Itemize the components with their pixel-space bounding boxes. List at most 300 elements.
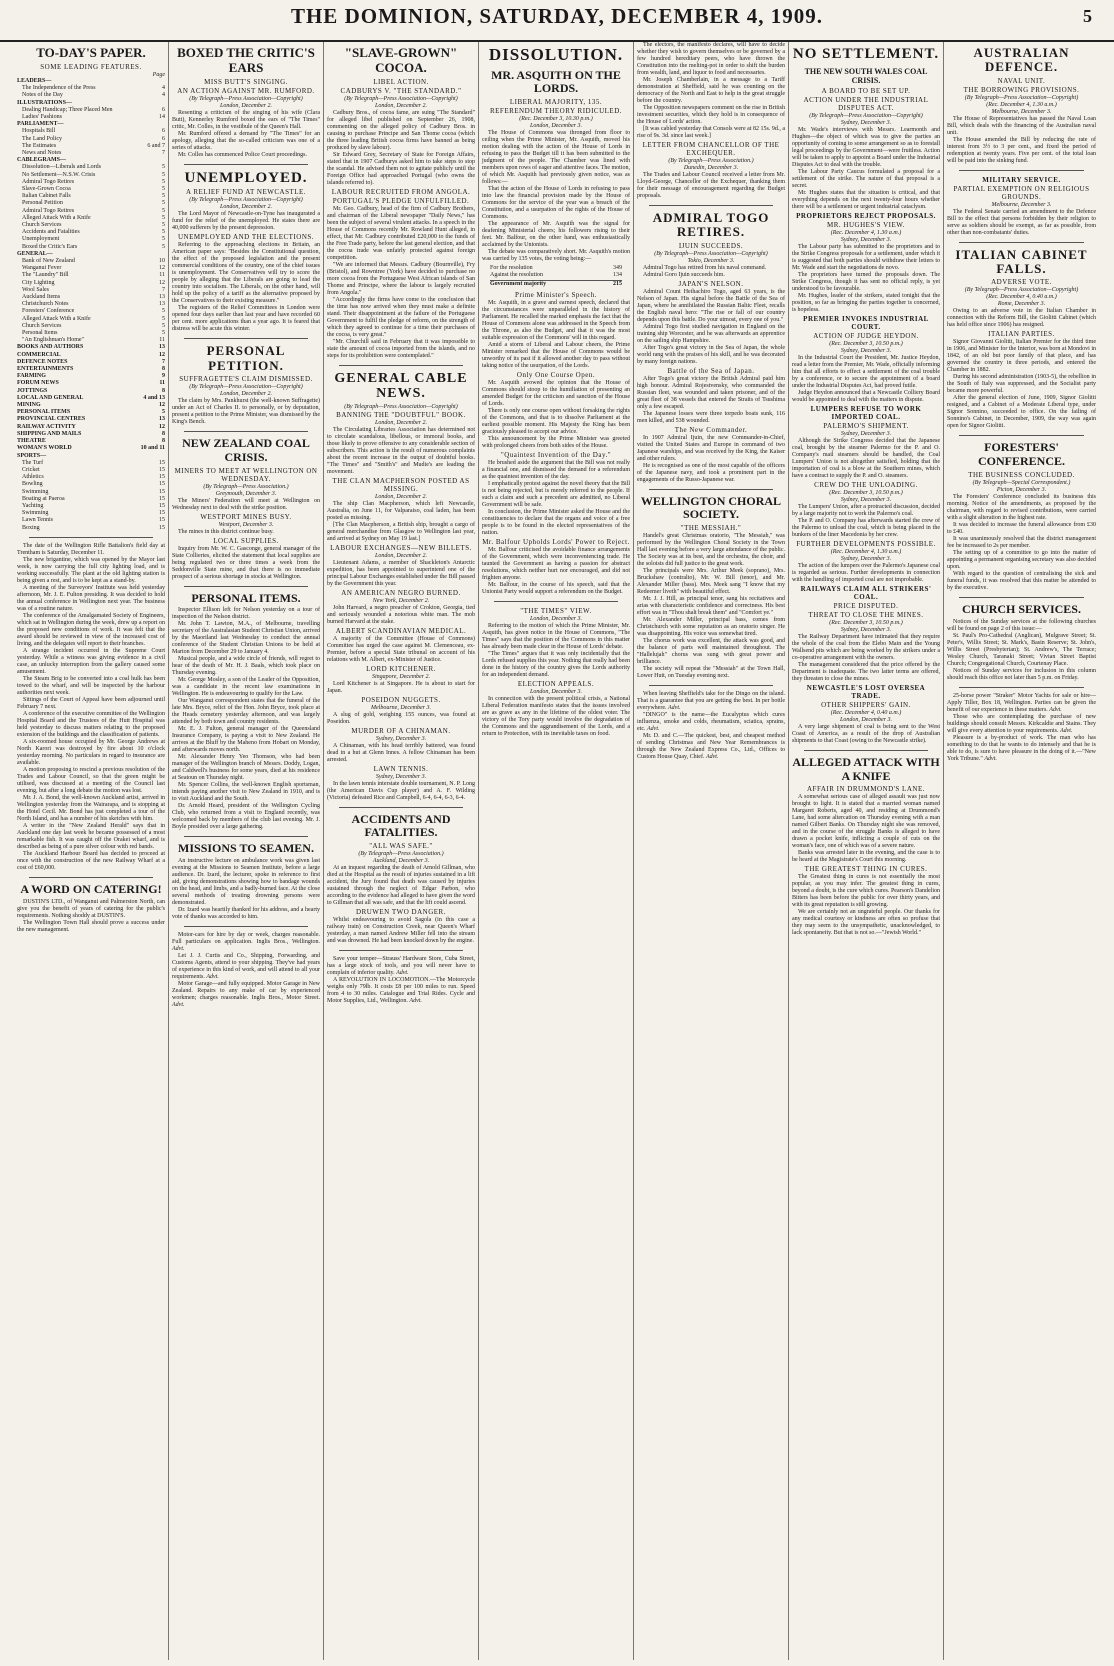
paragraph: The Trades and Labour Council received a letter from Mr. Lloyd-George, Chancellor of the Exchequer, thanking them for their message of encouragement regarding the Budget proposals. xyxy=(637,172,785,199)
paragraph: "Mr. Churchill said in February that it was impossible to state the amount of cocoa imported from the islands, and no steps for its prohibition were contemplated." xyxy=(327,338,475,359)
article-subheading: NEWCASTLE'S LOST OVERSEA TRADE. xyxy=(806,683,926,700)
advertisements xyxy=(947,693,1096,763)
paragraph: An instructive lecture on ambulance work was given last evening at the Missions to Seamen Institute, before a large audience. Dr. Izard, the lecturer, spoke in reference to first aid, giving demonstrations showing how to bandage wounds on the head, and limbs, and a badly-burned face. At the close several methods of treating drowning persons were demonstrated. xyxy=(172,858,320,907)
toc-entry-label: Foresters' Conference xyxy=(22,308,75,315)
toc-entry-label: ENTERTAINMENTS xyxy=(17,366,74,373)
paragraph: In the lawn tennis interstate double tournament, N. P. Long (the American Davis Cup player) and A. F. Wilding (Victoria) defeated Rice and Campbell, 6-4, 6-4, 6-3, 6-4. xyxy=(327,780,475,801)
toc-entry-label: Athletics xyxy=(22,474,44,481)
toc-entry xyxy=(17,344,165,351)
dateline: Sydney, December 3. xyxy=(840,555,892,562)
article-headline: UNEMPLOYED. xyxy=(184,169,308,186)
article-headline: MISSIONS TO SEAMEN. xyxy=(178,841,314,856)
toc-entry-label: Yachting xyxy=(22,502,44,509)
divider xyxy=(959,687,1084,688)
divider xyxy=(339,807,463,808)
paragraph: Handel's great Christmas oratorio, "The Messiah," was performed by the Wellington Choral Society in the Town Hall last evening before a very large attendance of the public. The Society was at its best, and the orchestra, the choir, and the soloists did full justice to the great work. xyxy=(637,533,785,568)
toc-entry-page: 5 xyxy=(162,200,165,207)
toc-entry-label: Boxed the Critic's Ears xyxy=(22,243,78,250)
source-line: (Rec. December 3, 10.50 p.m.) xyxy=(829,619,903,626)
article-body xyxy=(792,127,940,211)
advertisement-tag: Advt. xyxy=(1059,727,1073,734)
article-subheading: THE BUSINESS CONCLUDED. xyxy=(968,470,1075,479)
article-subheading: DRUWEN TWO DANGER. xyxy=(356,908,446,917)
paragraph: He is recognised as one of the most capable of the officers of the Japanese navy, and took a prominent part in the engagements of the Russo-Japanese war. xyxy=(637,462,785,483)
article-subheading: PALERMO'S SHIPMENT. xyxy=(823,421,909,430)
advertisement xyxy=(947,735,1096,763)
toc-entry-label: Ladies' Fashions xyxy=(22,113,62,120)
paragraph: After Togo's great victory the British Admiral paid him high honour. Admiral Rojestvensky, who commanded the Russian fleet, was wounded and taken prisoner, and of the great fleet of 38 vessels that entered the Straits of Tsushima only a few escaped. xyxy=(637,375,785,410)
dateline: Sydney, December 3. xyxy=(375,735,427,742)
vote-row xyxy=(490,272,622,279)
article-subheading: MURDER OF A CHINAMAN. xyxy=(351,726,451,735)
toc-entry-page: 15 xyxy=(159,466,165,473)
toc-entry-page: 7 xyxy=(162,358,165,365)
toc-entry xyxy=(17,503,165,510)
toc-entry-label: The "Laundry" Bill xyxy=(22,272,69,279)
paragraph: Lieutenant Adams, a member of Shackleton's Antarctic expedition, has been appointed to superintend one of the principal Labour Exchanges established under the Bill passed by the Government this year. xyxy=(327,559,475,587)
paragraph: Sir Edward Grey, Secretary of State for Foreign Affairs, stated that in 1907 Cadburys asked him to take steps to stop the scandal. He advised them not to agitate publicly until the Foreign Office had approached Portugal (who owns the islands referred to). xyxy=(327,151,475,186)
article-subheading: LIBEL ACTION. xyxy=(373,77,429,86)
source-line: (By Telegraph—Press Association—Copyright) xyxy=(344,403,458,410)
source-line: (By Telegraph—Press Association—Copyright) xyxy=(189,197,303,204)
dateline: Tokio, December 3. xyxy=(687,257,735,264)
paragraph: The setting up of a committee to go into the matter of appointing a permanent organising secretary was also decided upon. xyxy=(947,549,1096,570)
paragraph: In 1907 Admiral Ijuin, the new Commander-in-Chief, visited the United States and Europe in command of two Japanese warships, and was received by the King, the Kaiser and other rulers. xyxy=(637,434,785,462)
paragraph: The Japanese losses were three torpedo boats sunk, 116 men killed, and 538 wounded. xyxy=(637,410,785,424)
toc-entry-page: 5 xyxy=(162,243,165,250)
article-subheading: OTHER SHIPPERS' GAIN. xyxy=(821,700,911,709)
toc-entry xyxy=(17,265,165,272)
advertisement xyxy=(947,714,1096,735)
vote-table xyxy=(482,263,630,290)
leading-features-subheading: SOME LEADING FEATURES. xyxy=(40,62,142,71)
article-subheading: JAPAN'S NELSON. xyxy=(678,279,744,288)
toc-entry-page: 15 xyxy=(159,481,165,488)
toc-entry-label: Bank of New Zealand xyxy=(22,258,75,265)
paragraph: The date of the Wellington Rifle Battalion's field day at Trentham is Saturday, December 11. xyxy=(17,542,165,556)
dateline: New York, December 2. xyxy=(372,597,430,604)
paragraph: "Accordingly the firms have come to the conclusion that the time has now arrived when they must make a definite stand. Their disappointment at the failure of the Portuguese Government to fulfil the pledge of reform, on the strength of which they agreed to continue for a time their purchases of the cocoa, is very great." xyxy=(327,296,475,338)
paragraph: In the Industrial Court the President, Mr. Justice Heydon, read a letter from the Premier, Mr. Wade, officially informing him that all efforts to effect a settlement of the coal trouble by a conference, or to secure the appointment of a board under the Industrial Disputes Act, had proved futile. xyxy=(792,354,940,389)
divider xyxy=(184,926,308,927)
paragraph: A slug of gold, weighing 155 ounces, was found at Poseidon. xyxy=(327,711,475,725)
toc-entry-page: 13 xyxy=(159,301,165,308)
toc-entry xyxy=(17,489,165,496)
toc-entry-page: 5 xyxy=(162,409,165,416)
paragraph: Mr. E. J. Fulton, general manager of the Queensland Insurance Company, is paying a visit to New Zealand. He arrives at the Bluff by the Maheno from Hobart on Monday, and afterwards moves north. xyxy=(172,726,320,754)
article-body xyxy=(482,380,630,450)
article-body xyxy=(792,874,940,937)
article-subheading: "THE MESSIAH." xyxy=(680,524,742,533)
article-subheading: ALBERT SCANDINAVIAN MEDICAL. xyxy=(335,626,467,635)
toc-entry-label: Slave-Grown Cocoa xyxy=(22,185,71,192)
toc-entry xyxy=(17,445,165,452)
article-subheading: ADVERSE VOTE. xyxy=(991,278,1052,287)
divider xyxy=(184,836,308,837)
source-line: (By Telegraph—Press Association—Copyright) xyxy=(189,95,303,102)
article-headline: BOXED THE CRITIC'S EARS xyxy=(177,45,315,75)
toc-entry xyxy=(17,323,165,330)
paragraph: A very large shipment of coal is being sent to the West Coast of America, as a result of the drop of Australian shipments to that Coast (owing to the Newcastle strike). xyxy=(792,723,940,744)
source-line: (Rec. December 4, 0.40 a.m.) xyxy=(986,294,1057,301)
paragraph: The P. and O. Company has afterwards started the crew of the Palermo to unload the coal, which is being placed in the bunkers of the liner Macedonia by her crew. xyxy=(792,517,940,538)
toc-entry-label: Church Services xyxy=(22,222,62,228)
paragraph: DUSTIN'S LTD., of Wanganui and Palmerston North, can give you the benefit of years of catering for the public's requirements. Nothing shoddy at DUSTIN'S. xyxy=(17,898,165,919)
toc-entry xyxy=(17,200,165,207)
toc-entry-page: 14 xyxy=(159,113,165,120)
article-subheading: LOCAL SUPPLIES. xyxy=(213,536,279,545)
paragraph: A writer in the "New Zealand Herald" says that in Auckland one day last week he became possessed of a most remarkable fish. It was caught off the Orakei wharf, and is described as being of a pure silver colour with red bands. xyxy=(17,822,165,850)
toc-entry-page: 4 xyxy=(162,92,165,99)
paragraph: Mr. Hughes states that the situation is critical, and that everything depends on the next twenty-four hours whether there will be a settlement or urgent industrial cataclysm. xyxy=(792,189,940,210)
page-number: 5 xyxy=(1083,6,1092,26)
article-body xyxy=(172,110,320,159)
article-body xyxy=(327,781,475,802)
paragraph: A meeting of the Surveyors' Institute was held yesterday afternoon, Mr. J. E. Fulton presiding. It was decided to hold the annual conference in Wellington next year. The business was of a routine nature. xyxy=(17,584,165,612)
column-7 xyxy=(944,42,1099,1660)
article-subheading: SUFFRAGETTE'S CLAIM DISMISSED. xyxy=(179,374,313,383)
paragraph: Admiral Togo has retired from his naval command. xyxy=(643,264,767,271)
toc-entry-label: Cricket xyxy=(22,466,40,473)
paragraph: Notices of Sunday services for inclusion in this column should reach this office not later than 5 p.m. on Friday. xyxy=(947,667,1096,681)
article-subheading: LIBERAL MAJORITY, 135. xyxy=(509,98,603,107)
paragraph: It was unanimously resolved that the district management fee be increased to 2s per member. xyxy=(947,535,1096,549)
toc-entry xyxy=(17,496,165,503)
dateline: London, December 2. xyxy=(375,419,427,426)
advertisements xyxy=(327,956,475,1005)
advertisement-tag: Advt. xyxy=(667,705,681,712)
dateline: Melbourne, December 3. xyxy=(991,108,1052,115)
toc-entry xyxy=(17,172,165,179)
divider xyxy=(804,750,928,751)
paragraph: The Foresters' Conference concluded its business this morning. Notice of the amendments, as proposed by the chairman, with regard to revised contributions, were carried with a slight alteration in the highest rate. xyxy=(947,493,1096,521)
dateline: London, December 2. xyxy=(375,493,427,500)
paragraph: Musical people, and a wide circle of friends, will regret to hear of the death of Mr. H. J. Baals, which took place on Thursday evening. xyxy=(172,656,320,677)
toc-entry-page: 6 and 7 xyxy=(147,142,165,149)
toc-entry xyxy=(17,366,165,373)
dateline: Sydney, December 3. xyxy=(840,119,892,126)
article-body xyxy=(482,623,630,679)
toc-entry-label: Christchurch Notes xyxy=(22,301,69,308)
paragraph: Mr. Rumford offered a demand by "The Times" for an apology, alleging that the so-called criticism was one of a series of attacks. xyxy=(172,130,320,151)
toc-entry-page: 13 xyxy=(159,416,165,423)
column-1 xyxy=(14,42,169,1660)
toc-entry-page: 5 xyxy=(162,330,165,337)
article-subheading: ACTION OF JUDGE HEYDON. xyxy=(813,331,919,340)
advertisement xyxy=(327,977,475,1005)
vote-count: 134 xyxy=(613,272,622,279)
article-body xyxy=(947,494,1096,592)
paragraph: The appearance of Mr. Asquith was the signal for deafening Ministerial cheers; his followers rising to their feet. Mr. Balfour, on the other hand, was enthusiastically acclaimed by the Unionists. xyxy=(482,221,630,249)
toc-entry xyxy=(17,143,165,150)
toc-page-label: Page xyxy=(152,71,165,78)
article-body xyxy=(327,917,475,945)
advertisement-text: "DINGO" is the name—the Eucalyptus which cures influenza, smoke and colds, rheumatism, sciatica, sprains, etc. xyxy=(637,712,785,733)
paragraph: Lord Kitchener is at Singapore. He is about to start for Japan. xyxy=(327,680,475,694)
advertisement xyxy=(327,956,475,977)
article-headline: FORESTERS' CONFERENCE. xyxy=(977,440,1065,468)
article-subheading: THE CLAN MACPHERSON POSTED AS MISSING. xyxy=(332,476,470,493)
newspaper-columns xyxy=(14,42,1104,1660)
source-line: (By Telegraph—Press Association—Copyright) xyxy=(189,383,303,390)
divider xyxy=(29,537,153,538)
divider xyxy=(649,205,773,206)
source-line: (By Telegraph—Press Association.) xyxy=(358,851,444,858)
paragraph: A strange incident occurred in the Supreme Court yesterday. While a witness was giving evidence in a civil case, an unlucky interruption from the gallery caused some amusement. xyxy=(17,647,165,675)
toc-entry xyxy=(17,359,165,366)
vote-label: Against the resolution xyxy=(490,272,543,279)
article-subheading: LAWN TENNIS. xyxy=(373,764,429,773)
advertisement-text: Motor-cars for hire by day or week, charges reasonable. Full particulars on application. Inglis Bros., Wellington. xyxy=(172,932,320,946)
toc-entry-page: 8 xyxy=(162,430,165,437)
source-line: (Rec. December 4, 1.30 a.m.) xyxy=(830,548,902,555)
toc-entry-label: The Turf xyxy=(22,459,44,466)
toc-entry-label: ILLUSTRATIONS— xyxy=(17,99,72,106)
advertisement-text: Motor Garage—and fully equipped. Motor Garage in New Zealand. Repairs to any make of car by experienced workmen; charges reasonable. Inglis Bros., Motor Street. xyxy=(172,981,320,1002)
paragraph: That the action of the House of Lords in refusing to pass into law the financial provision made by the House of Commons for the service of the year was a breach of the Constitution, and a usurpation of the rights of the House of Commons. xyxy=(482,186,630,221)
article-body xyxy=(327,605,475,626)
advertisement-tag: Advt. xyxy=(172,946,185,953)
dateline: Picton, December 3. xyxy=(996,486,1047,493)
article-body xyxy=(947,339,1096,430)
toc-entry xyxy=(17,402,165,409)
article-body xyxy=(482,696,630,738)
toc-entry xyxy=(17,517,165,524)
article-subheading: MINERS TO MEET AT WELLINGTON ON WEDNESDAY. xyxy=(174,466,318,483)
advertisement xyxy=(637,691,785,712)
toc-entry-page: 12 xyxy=(159,402,165,409)
toc-entry xyxy=(17,395,165,402)
article-body xyxy=(327,206,475,360)
paragraph: The Opposition newspapers comment on the rise in British investment securities, which they hold is in consequence of the House of Lords' action. xyxy=(637,105,785,125)
paragraph: [The Clan Macpherson, a British ship, brought a cargo of general merchandise from Glasgow to Wellington last year, and arrived at Sydney on May 19 last.] xyxy=(327,521,475,542)
paragraph: Dr. Izard was heartily thanked for his address, and a hearty vote of thanks was accorded to him. xyxy=(172,907,320,921)
article-body xyxy=(792,355,940,404)
paragraph: "The Times" argues that it was only incidentally that the Lords refused supplies this year. Nothing that really had been done in the history of the country gives the Lords authority for an independent demand. xyxy=(482,650,630,678)
toc-entry xyxy=(17,424,165,431)
paragraph: The principals were Mrs. Arthur Meek (soprano), Mrs. Bruckshaw (contralto), Mr. W. Bill (tenor), and Mr. Alexander Miller (bass). Mrs. Meek sang "I know that my Redeemer liveth" with beautiful effect. xyxy=(637,568,785,596)
toc-entry xyxy=(17,316,165,323)
toc-entry-page: 12 xyxy=(159,423,165,430)
toc-entry xyxy=(17,186,165,193)
article-subheading: LETTER FROM CHANCELLOR OF THE EXCHEQUER. xyxy=(642,141,780,157)
toc-entry-page: 12 xyxy=(159,265,165,272)
toc-entry-label: BOOKS AND AUTHORS xyxy=(17,344,84,351)
advertisement xyxy=(637,733,785,761)
toc-entry-label: Wanganui Fever xyxy=(22,265,62,272)
divider xyxy=(649,489,773,490)
article-subheading: CREW DO THE UNLOADING. xyxy=(814,480,918,489)
paragraph: The House amended the Bill by reducing the rate of interest from 3½ to 3 per cent., and fixed the period of redemption at twenty years. Five per cent. of the total loan will be paid into the sinking fund. xyxy=(947,136,1096,164)
paragraph: After the general election of June, 1909, Signor Giolitti resigned, and a Cabinet of a Moderate Liberal type, under Signor Sonnino, succeeded to office. On the failing of Sonnino's Cabinet, in December, 1909, the way was again open for Signor Giolitti. xyxy=(947,395,1096,430)
paragraph: Mr. Alexander Miller, principal bass, comes from Christchurch with some reputation as an oratorio singer. He was disappointing. His voice was somewhat tired. xyxy=(637,617,785,638)
article-subheading: A RELIEF FUND AT NEWCASTLE. xyxy=(185,188,307,197)
article-body xyxy=(327,743,475,764)
advertisement-text: Save your temper—Strauss' Hardware Store, Cuba Street, has a large stock of tools, and you will never have to complain of inferior quality. xyxy=(327,956,475,977)
toc-entry xyxy=(17,164,165,171)
paragraph: The management considered that the price offered by the Department is inadequate. The two latter terms are offered, they threaten to close the mines. xyxy=(792,661,940,682)
toc-entry xyxy=(17,229,165,236)
toc-entry xyxy=(17,236,165,243)
column-3 xyxy=(324,42,479,1660)
toc-entry-label: Swimming xyxy=(22,510,49,517)
catering-heading: A WORD ON CATERING! xyxy=(20,881,162,896)
toc-entry-page: 7 xyxy=(162,286,165,293)
paragraph: Mr. Asquith, in a grave and earnest speech, declared that the circumstances were unparalleled in the history of Parliament. He recalled the marked emphasis the fact that the House of Commons alone was addressed in the Speech from the Throne, as also the Budget, and that it was the most suitable expression of the Commons' will in this regard. xyxy=(482,299,630,341)
paragraph: With regard to the question of centralising the sick and funeral funds, it was resolved that this matter be attended to by the executive. xyxy=(947,570,1096,591)
advertisement-text: When leaving Sheffield's take for the Dingo on the island. That is a guarantee that you are getting the best. In per bottle everywhere. xyxy=(637,691,785,712)
paragraph: The proprietors have turned the proposals down. The Strike Congress, though it has sent no official reply, is yet understood to be favourable. xyxy=(792,271,940,292)
article-subheading: WESTPORT MINES BUSY. xyxy=(200,512,292,521)
toc-entry-label: Personal Petition xyxy=(22,200,63,207)
paragraph: Mr. Hughes, leader of the strikers, stated tonight that the position, so far as bringing the parties together is concerned, is hopeless. xyxy=(792,292,940,313)
paragraph: Judge Heydon announced that a Newcastle Colliery Board would be appointed to deal with the matters in dispute. xyxy=(792,389,940,403)
toc-entry xyxy=(17,330,165,337)
toc-entry-label: LOCAL AND GENERAL xyxy=(17,394,84,401)
paragraph: Mr. Alexander Henry Yeo Thomson, who had been manager of the Wellington branch of Messrs. Doddy, Logan, and Caldwell's business for some years, died at his residence at Seatoun on Thursday night. xyxy=(172,754,320,782)
paragraph: Whilst endeavouring to avoid Sagola (in this case a railway train) on Construction Creek, near Queen's Wharf yesterday, a man named Andrew Miller fell into the stream and was drowned. He had been knocked down by the engine. xyxy=(327,917,475,945)
toc-entry-label: PARLIAMENT— xyxy=(17,121,64,128)
article-body xyxy=(947,209,1096,237)
toc-entry-label: The Land Policy xyxy=(22,135,62,142)
newspaper-title: THE DOMINION, SATURDAY, DECEMBER 4, 1909. xyxy=(290,4,824,28)
toc-entry-label: FARMING xyxy=(17,373,46,380)
article-headline: DISSOLUTION. xyxy=(488,45,624,64)
article-subheading: A BOARD TO BE SET UP. xyxy=(821,86,911,95)
divider xyxy=(184,338,308,339)
toc-entry-label: RAILWAY ACTIVITY xyxy=(17,423,76,430)
paragraph: At an inquest regarding the death of Arnold Gillman, who died at the Hospital as the result of injuries sustained in a lift accident, the Jury found that death was caused by injuries sustained through the neglect of Edgar Parbon, who according to the evidence had alleged to have given the word to Gillman that all was safe, and that the lift could ascend. xyxy=(327,865,475,907)
toc-entry-label: Dealing Handicap; Three Placed Men xyxy=(22,106,113,113)
toc-entry-page: 15 xyxy=(159,488,165,495)
toc-entry xyxy=(17,251,165,258)
article-headline: CHURCH SERVICES. xyxy=(962,601,1081,616)
divider xyxy=(959,435,1084,436)
toc-entry-page: 7 xyxy=(162,149,165,156)
article-subheading: RAILWAYS CLAIM ALL STRIKERS' COAL. xyxy=(800,584,932,601)
paragraph: A motion proposing to rescind a previous resolution of the Trades and Labour Council, so that the green might be utilised, was discussed at a meeting of the Council last evening, but after a long debate the motion was lost. xyxy=(17,766,165,794)
source-line: (Rec. December 4, 0.40 a.m.) xyxy=(830,709,902,716)
paragraph: Mr. Geo. Cadbury, head of the firm of Cadbury Brothers, and chairman of the Liberal newspaper "Daily News," has been the subject of several virulent attacks. In a speech in the House of Commons recently Mr. Rowland Hunt alleged, in effect, that Mr. Cadbury contributed £20,000 to the funds of the Free Trade party, before the last general election, and that the cocoa trade was unfairly protected against foreign competition. xyxy=(327,205,475,261)
toc-entry-page: 12 xyxy=(159,279,165,286)
article-subheading: PARTIAL EXEMPTION ON RELIGIOUS GROUNDS. xyxy=(953,184,1090,201)
article-body xyxy=(172,398,320,426)
advertisement-tag: Advt. xyxy=(172,1002,185,1009)
article-body xyxy=(792,794,940,864)
toc-entry xyxy=(17,222,165,229)
paragraph: Referring to the motion of which the Prime Minister, Mr. Asquith, has given notice in the House of Commons, "The Times" says that the position of the Commons in this matter has already been made clear in the House of Lords' debate. xyxy=(482,622,630,650)
toc-entry-label: The Independence of the Press xyxy=(22,85,96,92)
paragraph: The Federal Senate carried an amendment to the Defence Bill to the effect that persons forbidden by their religion to serve as soldiers should be exempt, as far as possible, from other than non-combatants' duties. xyxy=(947,208,1096,236)
toc-entry-page: 11 xyxy=(159,380,165,387)
toc-entry-label: COMMERCIAL xyxy=(17,351,61,358)
article-body xyxy=(792,438,940,480)
article-headline: AUSTRALIAN DEFENCE. xyxy=(973,45,1070,75)
vote-label: Government majority xyxy=(490,280,547,287)
article-subheading: PROPRIETORS REJECT PROPOSALS. xyxy=(796,211,936,220)
toc-entry-label: PERSONAL ITEMS xyxy=(17,409,71,416)
paragraph: Cadbury Bros., of cocoa fame, are suing "The Standard" for alleged libel published on September 26, 1908, commenting on the alleged policy of Cadbury Bros. in causing to purchase Principe and San Thome cocoa (which the three leading British cocoa firms have banned as being produced by slave labour). xyxy=(327,109,475,151)
advertisement-text: A REVOLUTION IN LOCOMOTION.—The Motorcycle weighs only 79lb. It costs £8 per 100 miles to run. Speed from 4 to 30 miles. Catalogue and Trial Rides. Cycle and Motor Supplies, Ltd., Wellington. xyxy=(327,977,475,1005)
toc-entry xyxy=(17,510,165,517)
toc-entry-page: 13 xyxy=(159,294,165,301)
paragraph: Although the Strike Congress decided that the Japanese coal, brought by the steamer Palermo for the P. and O. Company's mail steamers should be handled, the Coal Lumpers' Union is not altogether satisfied, holding that the importation of coal is a blow at the Southern mines, which have a contract to supply the P. and O. steamers. xyxy=(792,437,940,479)
toc-entry-label: THEATRE xyxy=(17,438,46,445)
table-of-contents xyxy=(17,78,165,532)
paragraph: The Labour Party Caucus formulated a proposal for a settlement of the strike. The nature of that proposal is a secret. xyxy=(792,168,940,189)
source-line: (Rec. December 3, 10.50 p.m.) xyxy=(829,489,903,496)
article-body xyxy=(637,533,785,680)
advertisements xyxy=(172,932,320,1009)
toc-entry-page: 13 xyxy=(159,344,165,351)
article-headline: PERSONAL PETITION. xyxy=(206,343,286,373)
paragraph: Resenting a criticism of the singing of his wife (Clara Butt), Kennerley Rumford boxed the ears of "The Times" critic, Mr. Colles, in the vestibule of the Queen's Hall. xyxy=(172,109,320,130)
article-headline: PERSONAL ITEMS. xyxy=(191,590,301,605)
paragraph: Notices of the Sunday services at the following churches will be found on page 2 of this issue:— xyxy=(947,618,1096,632)
source-line: (Rec. December 3, 10.30 p.m.) xyxy=(519,116,593,123)
dateline: London, December 3. xyxy=(530,688,582,695)
paragraph: Mr. Balfour criticised the avoidable finance arrangements of the Government, which were inconveniencing trade. He taunted the Government as having a passion for abstract resolutions, which neither hurt nor encouraged, and did not frighten anyone. xyxy=(482,546,630,581)
toc-entry xyxy=(17,416,165,423)
paragraph: After Togo's great victory in the Sea of Japan, the whole world rang with the praises of his skill, and he was decorated by many foreign nations. xyxy=(637,344,785,365)
paragraph: A Chinaman, with his head terribly battered, was found dead in a hut at Glenn Innes. A fellow Chinaman has been arrested. xyxy=(327,742,475,763)
article-subheading: UNEMPLOYED AND THE ELECTIONS. xyxy=(177,233,315,242)
advertisement-text: Those who are contemplating the purchase of new buildings should consult Messrs. Kirkcaldie and Stains. They will give every attention to your requirements. xyxy=(947,713,1096,734)
article-body xyxy=(792,244,940,314)
article-subheading: AFFAIR IN DRUMMOND'S LANE. xyxy=(807,785,925,794)
paragraph: The Auckland Harbour Board has decided to proceed at once with the construction of the new Railway Wharf at a cost of £60,000. xyxy=(17,850,165,871)
article-headline: "SLAVE-GROWN" COCOA. xyxy=(344,45,458,75)
toc-entry-label: "An Englishman's Home" xyxy=(22,337,84,344)
toc-entry-page: 15 xyxy=(159,517,165,524)
toc-entry-label: Wool Sales xyxy=(22,286,50,293)
toc-entry xyxy=(17,380,165,387)
paragraph: The new brigantine, which was opened by the Mayor last week, is now carrying the full city lighting load, and is working successfully. The plant at the old lighting station is being given a rest, and is to be kept as a stand-by. xyxy=(17,556,165,584)
paragraph: Amid a storm of Liberal and Labour cheers, the Prime Minister remarked that the House of Commons would be unworthy of its past if it allowed another day to pass without taking notice of the usurpation, of the Lords. xyxy=(482,341,630,369)
toc-entry xyxy=(17,179,165,186)
article-subheading: ELECTION APPEALS. xyxy=(517,679,595,688)
article-subheading: PORTUGAL'S PLEDGE UNFULFILLED. xyxy=(332,196,470,205)
paragraph: I emphatically protest against the novel theory that the Bill is not being rejected, but is merely referred to the people. If such a claim and such a precedent are admitted, no Liberal Government will be safe. xyxy=(482,480,630,508)
toc-entry xyxy=(17,460,165,467)
toc-entry-label: Church Services xyxy=(22,322,62,329)
article-body xyxy=(792,504,940,539)
dateline: Auckland, December 3. xyxy=(372,858,430,865)
article-subheading: MR. ASQUITH ON THE LORDS. xyxy=(491,67,621,96)
toc-entry-page: 5 xyxy=(162,171,165,178)
toc-entry-page: 15 xyxy=(159,510,165,517)
article-subheading: LUMPERS REFUSE TO WORK IMPORTED COAL. xyxy=(810,404,922,421)
toc-entry-page: 5 xyxy=(162,315,165,322)
article-subheading: NAVAL UNIT. xyxy=(997,76,1046,85)
article-subheading: MILITARY SERVICE. xyxy=(982,175,1061,184)
paragraph: The mines in this district continue busy. xyxy=(178,528,274,535)
paragraph: Mr. J. A. Bond, the well-known Auckland artist, arrived in Wellington yesterday from the Wairarapa, and is stopping at the Hotel Cecil. Mr. Bond has just completed a tour of the North Island, and has a number of his sketches with him. xyxy=(17,794,165,822)
toc-entry-label: Alleged Attack With a Knife xyxy=(22,315,91,322)
toc-entry-page: 15 xyxy=(159,502,165,509)
divider xyxy=(959,170,1084,171)
paragraph: The Wellington Town Hall should prove a success under the new management. xyxy=(17,919,165,933)
article-subheading: Battle of the Sea of Japan. xyxy=(667,366,755,375)
toc-entry-label: Admiral Togo Retires xyxy=(22,178,75,185)
toc-entry-label: Hospitals Bill xyxy=(22,128,56,135)
article-body xyxy=(947,116,1096,165)
advertisement xyxy=(172,932,320,953)
paragraph: Inspector Ellison left for Nelson yesterday on a tour of inspection of the Nelson district. xyxy=(172,607,320,621)
dateline: London, December 3. xyxy=(530,615,582,622)
toc-entry xyxy=(17,409,165,416)
advertisement-tag: Advt. xyxy=(396,970,409,977)
